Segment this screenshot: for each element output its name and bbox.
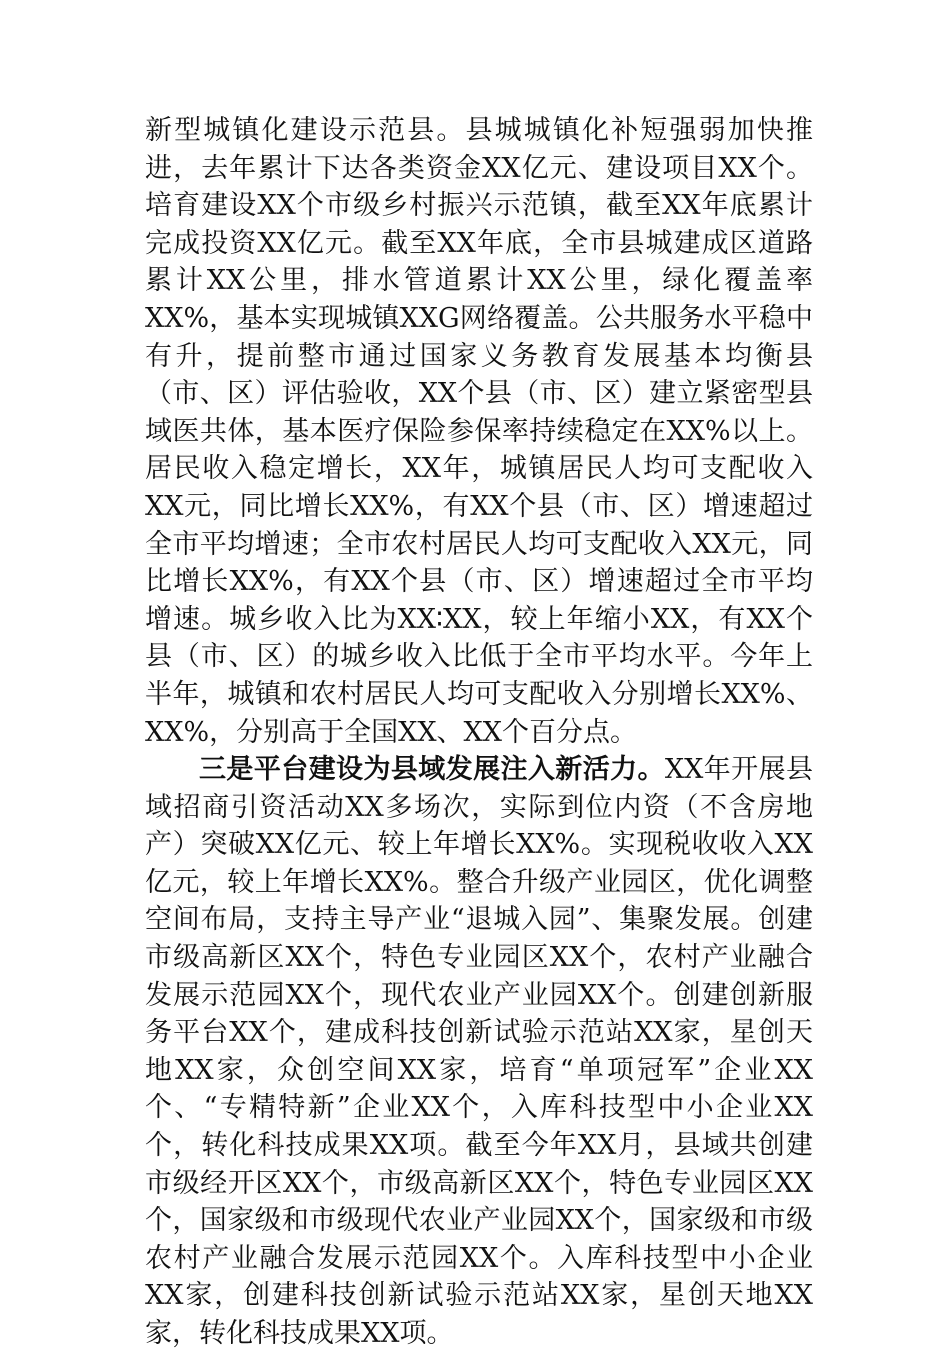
paragraph-lead-heading: 三是平台建设为县域发展注入新活力。 [199,754,665,786]
paragraph-text: 新型城镇化建设示范县。县城城镇化补短强弱加快推进，去年累计下达各类资金XX亿元、建设项目XX个。培育建设XX个市级乡村振兴示范镇，截至XX年底累计完成投资XX亿元。截至XX年底，全市县城建成区道路累计XX公里，排水管道累计XX公里，绿化覆盖率XX%，基本实现城镇XXG网络覆盖。公共服务水平稳中有升，提前整市通过国家义务教育发展基本均衡县（市、区）评估验收，XX个县（市、区）建立紧密型县域医共体，基本医疗保险参保率持续稳定在XX%以上。居民收入稳定增长，XX年，城镇居民人均可支配收入XX元，同比增长XX%，有XX个县（市、区）增速超过全市平均增速；全市农村居民人均可支配收入XX元，同比增长XX%，有XX个县（市、区）增速超过全市平均增速。城乡收入比为XX∶XX，较上年缩小XX，有XX个县（市、区）的城乡收入比低于全市平均水平。今年上半年，城镇和农村居民人均可支配收入分别增长XX%、XX%，分别高于全国XX、XX个百分点。 [145,115,813,748]
paragraph-continuation [145,112,813,751]
document-page [145,112,813,1353]
paragraph-text: XX年开展县域招商引资活动XX多场次，实际到位内资（不含房地产）突破XX亿元、较上年增长XX%。实现税收收入XX亿元，较上年增长XX%。整合升级产业园区，优化调整空间布局，支持主导产业“退城入园”、集聚发展。创建市级高新区XX个，特色专业园区XX个，农村产业融合发展示范园XX个，现代农业产业园XX个。创建创新服务平台XX个，建成科技创新试验示范站XX家，星创天地XX家，众创空间XX家，培育“单项冠军”企业XX个、“专精特新”企业XX个，入库科技型中小企业XX个，转化科技成果XX项。截至今年XX月，县域共创建市级经开区XX个，市级高新区XX个，特色专业园区XX个，国家级和市级现代农业产业园XX个，国家级和市级农村产业融合发展示范园XX个。入库科技型中小企业XX家，创建科技创新试验示范站XX家，星创天地XX家，转化科技成果XX项。 [145,754,813,1349]
paragraph-platform-construction [145,751,813,1353]
